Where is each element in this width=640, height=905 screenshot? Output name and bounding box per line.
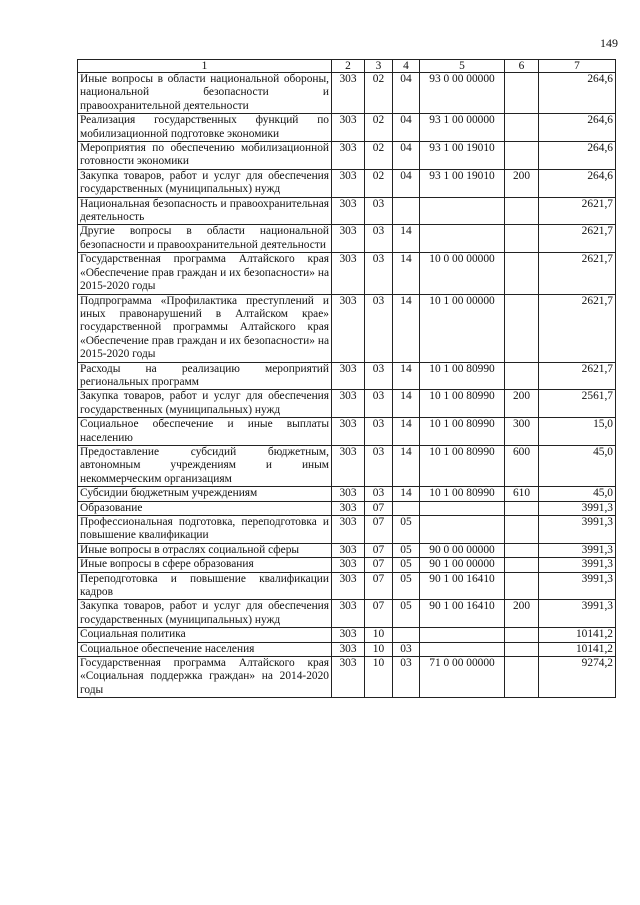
column-header: 1 bbox=[78, 60, 332, 73]
subsection-code-cell: 14 bbox=[393, 225, 420, 253]
subsection-code-cell: 05 bbox=[393, 572, 420, 600]
admin-code-cell: 303 bbox=[332, 516, 365, 544]
amount-cell: 3991,3 bbox=[539, 558, 616, 572]
expense-type-cell bbox=[505, 142, 539, 170]
expense-type-cell bbox=[505, 253, 539, 294]
subsection-code-cell: 14 bbox=[393, 445, 420, 486]
amount-cell: 2621,7 bbox=[539, 294, 616, 362]
header-row bbox=[78, 60, 616, 73]
target-article-cell: 10 0 00 00000 bbox=[420, 253, 505, 294]
amount-cell: 264,6 bbox=[539, 169, 616, 197]
table-row bbox=[78, 253, 616, 294]
amount-cell: 264,6 bbox=[539, 142, 616, 170]
section-code-cell: 03 bbox=[365, 253, 393, 294]
admin-code-cell: 303 bbox=[332, 600, 365, 628]
table-row bbox=[78, 73, 616, 114]
column-header: 2 bbox=[332, 60, 365, 73]
section-code-cell: 07 bbox=[365, 572, 393, 600]
row-name-cell: Реализация государственных функций по мобилизационной подготовке экономики bbox=[78, 114, 332, 142]
expense-type-cell bbox=[505, 362, 539, 390]
amount-cell: 3991,3 bbox=[539, 501, 616, 515]
subsection-code-cell bbox=[393, 628, 420, 642]
amount-cell: 45,0 bbox=[539, 487, 616, 501]
section-code-cell: 03 bbox=[365, 390, 393, 418]
expense-type-cell bbox=[505, 114, 539, 142]
table-row bbox=[78, 197, 616, 225]
table-row bbox=[78, 418, 616, 446]
target-article-cell: 71 0 00 00000 bbox=[420, 657, 505, 698]
subsection-code-cell: 05 bbox=[393, 558, 420, 572]
target-article-cell: 93 1 00 19010 bbox=[420, 169, 505, 197]
row-name-cell: Образование bbox=[78, 501, 332, 515]
subsection-code-cell: 05 bbox=[393, 543, 420, 557]
expense-type-cell: 200 bbox=[505, 169, 539, 197]
row-name-cell: Профессиональная подготовка, переподготовка и повышение квалификации bbox=[78, 516, 332, 544]
subsection-code-cell: 14 bbox=[393, 362, 420, 390]
target-article-cell: 90 1 00 16410 bbox=[420, 600, 505, 628]
subsection-code-cell bbox=[393, 501, 420, 515]
expense-type-cell: 300 bbox=[505, 418, 539, 446]
expense-type-cell bbox=[505, 657, 539, 698]
amount-cell: 3991,3 bbox=[539, 543, 616, 557]
target-article-cell bbox=[420, 501, 505, 515]
admin-code-cell: 303 bbox=[332, 225, 365, 253]
section-code-cell: 03 bbox=[365, 487, 393, 501]
section-code-cell: 03 bbox=[365, 418, 393, 446]
target-article-cell bbox=[420, 516, 505, 544]
table-row bbox=[78, 558, 616, 572]
subsection-code-cell: 14 bbox=[393, 418, 420, 446]
subsection-code-cell: 03 bbox=[393, 657, 420, 698]
target-article-cell: 93 0 00 00000 bbox=[420, 73, 505, 114]
amount-cell: 10141,2 bbox=[539, 628, 616, 642]
section-code-cell: 03 bbox=[365, 362, 393, 390]
subsection-code-cell: 14 bbox=[393, 487, 420, 501]
expense-type-cell bbox=[505, 501, 539, 515]
table-row bbox=[78, 294, 616, 362]
section-code-cell: 07 bbox=[365, 516, 393, 544]
target-article-cell: 90 0 00 00000 bbox=[420, 543, 505, 557]
row-name-cell: Предоставление субсидий бюджетным, автономным учреждениям и иным некоммерческим организациям bbox=[78, 445, 332, 486]
subsection-code-cell: 03 bbox=[393, 642, 420, 656]
expense-type-cell bbox=[505, 642, 539, 656]
budget-table bbox=[77, 59, 616, 698]
admin-code-cell: 303 bbox=[332, 253, 365, 294]
section-code-cell: 02 bbox=[365, 142, 393, 170]
section-code-cell: 07 bbox=[365, 543, 393, 557]
expense-type-cell bbox=[505, 197, 539, 225]
target-article-cell: 10 1 00 00000 bbox=[420, 294, 505, 362]
table-row bbox=[78, 628, 616, 642]
amount-cell: 2621,7 bbox=[539, 362, 616, 390]
table-row bbox=[78, 487, 616, 501]
section-code-cell: 07 bbox=[365, 558, 393, 572]
section-code-cell: 03 bbox=[365, 445, 393, 486]
subsection-code-cell: 14 bbox=[393, 390, 420, 418]
row-name-cell: Социальное обеспечение и иные выплаты населению bbox=[78, 418, 332, 446]
row-name-cell: Государственная программа Алтайского края «Социальная поддержка граждан» на 2014-2020 годы bbox=[78, 657, 332, 698]
row-name-cell: Расходы на реализацию мероприятий региональных программ bbox=[78, 362, 332, 390]
expense-type-cell bbox=[505, 294, 539, 362]
table-row bbox=[78, 390, 616, 418]
target-article-cell: 10 1 00 80990 bbox=[420, 362, 505, 390]
table-row bbox=[78, 142, 616, 170]
section-code-cell: 03 bbox=[365, 225, 393, 253]
admin-code-cell: 303 bbox=[332, 501, 365, 515]
row-name-cell: Национальная безопасность и правоохранительная деятельность bbox=[78, 197, 332, 225]
expense-type-cell bbox=[505, 543, 539, 557]
expense-type-cell bbox=[505, 558, 539, 572]
row-name-cell: Субсидии бюджетным учреждениям bbox=[78, 487, 332, 501]
amount-cell: 2621,7 bbox=[539, 253, 616, 294]
admin-code-cell: 303 bbox=[332, 642, 365, 656]
admin-code-cell: 303 bbox=[332, 390, 365, 418]
subsection-code-cell: 04 bbox=[393, 114, 420, 142]
subsection-code-cell: 05 bbox=[393, 600, 420, 628]
subsection-code-cell: 05 bbox=[393, 516, 420, 544]
subsection-code-cell: 04 bbox=[393, 142, 420, 170]
column-header: 4 bbox=[393, 60, 420, 73]
section-code-cell: 02 bbox=[365, 73, 393, 114]
row-name-cell: Государственная программа Алтайского края «Обеспечение прав граждан и их безопасности» на 2015-2020 годы bbox=[78, 253, 332, 294]
row-name-cell: Иные вопросы в сфере образования bbox=[78, 558, 332, 572]
section-code-cell: 10 bbox=[365, 628, 393, 642]
expense-type-cell: 610 bbox=[505, 487, 539, 501]
column-header: 7 bbox=[539, 60, 616, 73]
admin-code-cell: 303 bbox=[332, 657, 365, 698]
admin-code-cell: 303 bbox=[332, 294, 365, 362]
table-row bbox=[78, 657, 616, 698]
amount-cell: 2561,7 bbox=[539, 390, 616, 418]
amount-cell: 45,0 bbox=[539, 445, 616, 486]
section-code-cell: 10 bbox=[365, 657, 393, 698]
target-article-cell: 10 1 00 80990 bbox=[420, 487, 505, 501]
amount-cell: 3991,3 bbox=[539, 600, 616, 628]
target-article-cell: 93 1 00 19010 bbox=[420, 142, 505, 170]
section-code-cell: 07 bbox=[365, 600, 393, 628]
target-article-cell: 90 1 00 00000 bbox=[420, 558, 505, 572]
row-name-cell: Переподготовка и повышение квалификации кадров bbox=[78, 572, 332, 600]
table-row bbox=[78, 362, 616, 390]
subsection-code-cell: 04 bbox=[393, 73, 420, 114]
amount-cell: 2621,7 bbox=[539, 225, 616, 253]
row-name-cell: Закупка товаров, работ и услуг для обеспечения государственных (муниципальных) нужд bbox=[78, 390, 332, 418]
row-name-cell: Закупка товаров, работ и услуг для обеспечения государственных (муниципальных) нужд bbox=[78, 600, 332, 628]
section-code-cell: 03 bbox=[365, 294, 393, 362]
expense-type-cell: 200 bbox=[505, 390, 539, 418]
target-article-cell bbox=[420, 642, 505, 656]
section-code-cell: 03 bbox=[365, 197, 393, 225]
amount-cell: 9274,2 bbox=[539, 657, 616, 698]
row-name-cell: Закупка товаров, работ и услуг для обеспечения государственных (муниципальных) нужд bbox=[78, 169, 332, 197]
admin-code-cell: 303 bbox=[332, 628, 365, 642]
amount-cell: 264,6 bbox=[539, 114, 616, 142]
admin-code-cell: 303 bbox=[332, 543, 365, 557]
section-code-cell: 02 bbox=[365, 114, 393, 142]
admin-code-cell: 303 bbox=[332, 362, 365, 390]
table-body bbox=[78, 73, 616, 698]
table-row bbox=[78, 169, 616, 197]
amount-cell: 2621,7 bbox=[539, 197, 616, 225]
row-name-cell: Подпрограмма «Профилактика преступлений и иных правонарушений в Алтайском крае» государственной программы Алтайского края «Обеспечение прав граждан и их безопасности» на 2015-2020 годы bbox=[78, 294, 332, 362]
row-name-cell: Социальное обеспечение населения bbox=[78, 642, 332, 656]
expense-type-cell bbox=[505, 628, 539, 642]
table-row bbox=[78, 572, 616, 600]
admin-code-cell: 303 bbox=[332, 114, 365, 142]
amount-cell: 264,6 bbox=[539, 73, 616, 114]
target-article-cell: 90 1 00 16410 bbox=[420, 572, 505, 600]
admin-code-cell: 303 bbox=[332, 142, 365, 170]
subsection-code-cell: 14 bbox=[393, 253, 420, 294]
subsection-code-cell bbox=[393, 197, 420, 225]
table-row bbox=[78, 114, 616, 142]
column-header: 3 bbox=[365, 60, 393, 73]
amount-cell: 3991,3 bbox=[539, 516, 616, 544]
expense-type-cell bbox=[505, 516, 539, 544]
admin-code-cell: 303 bbox=[332, 558, 365, 572]
amount-cell: 3991,3 bbox=[539, 572, 616, 600]
column-header: 5 bbox=[420, 60, 505, 73]
section-code-cell: 10 bbox=[365, 642, 393, 656]
admin-code-cell: 303 bbox=[332, 445, 365, 486]
admin-code-cell: 303 bbox=[332, 487, 365, 501]
target-article-cell: 93 1 00 00000 bbox=[420, 114, 505, 142]
target-article-cell: 10 1 00 80990 bbox=[420, 445, 505, 486]
target-article-cell: 10 1 00 80990 bbox=[420, 390, 505, 418]
expense-type-cell bbox=[505, 73, 539, 114]
expense-type-cell: 600 bbox=[505, 445, 539, 486]
row-name-cell: Социальная политика bbox=[78, 628, 332, 642]
admin-code-cell: 303 bbox=[332, 418, 365, 446]
target-article-cell bbox=[420, 628, 505, 642]
target-article-cell bbox=[420, 225, 505, 253]
table-row bbox=[78, 501, 616, 515]
column-header: 6 bbox=[505, 60, 539, 73]
table-row bbox=[78, 642, 616, 656]
row-name-cell: Мероприятия по обеспечению мобилизационной готовности экономики bbox=[78, 142, 332, 170]
expense-type-cell: 200 bbox=[505, 600, 539, 628]
table-row bbox=[78, 516, 616, 544]
table-row bbox=[78, 225, 616, 253]
admin-code-cell: 303 bbox=[332, 197, 365, 225]
row-name-cell: Другие вопросы в области национальной безопасности и правоохранительной деятельности bbox=[78, 225, 332, 253]
section-code-cell: 07 bbox=[365, 501, 393, 515]
admin-code-cell: 303 bbox=[332, 572, 365, 600]
target-article-cell bbox=[420, 197, 505, 225]
page-number: 149 bbox=[600, 36, 618, 50]
amount-cell: 15,0 bbox=[539, 418, 616, 446]
table-row bbox=[78, 445, 616, 486]
amount-cell: 10141,2 bbox=[539, 642, 616, 656]
subsection-code-cell: 14 bbox=[393, 294, 420, 362]
table-row bbox=[78, 543, 616, 557]
target-article-cell: 10 1 00 80990 bbox=[420, 418, 505, 446]
expense-type-cell bbox=[505, 572, 539, 600]
row-name-cell: Иные вопросы в области национальной обороны, национальной безопасности и правоохранительной деятельности bbox=[78, 73, 332, 114]
subsection-code-cell: 04 bbox=[393, 169, 420, 197]
expense-type-cell bbox=[505, 225, 539, 253]
admin-code-cell: 303 bbox=[332, 73, 365, 114]
admin-code-cell: 303 bbox=[332, 169, 365, 197]
table-row bbox=[78, 600, 616, 628]
section-code-cell: 02 bbox=[365, 169, 393, 197]
row-name-cell: Иные вопросы в отраслях социальной сферы bbox=[78, 543, 332, 557]
